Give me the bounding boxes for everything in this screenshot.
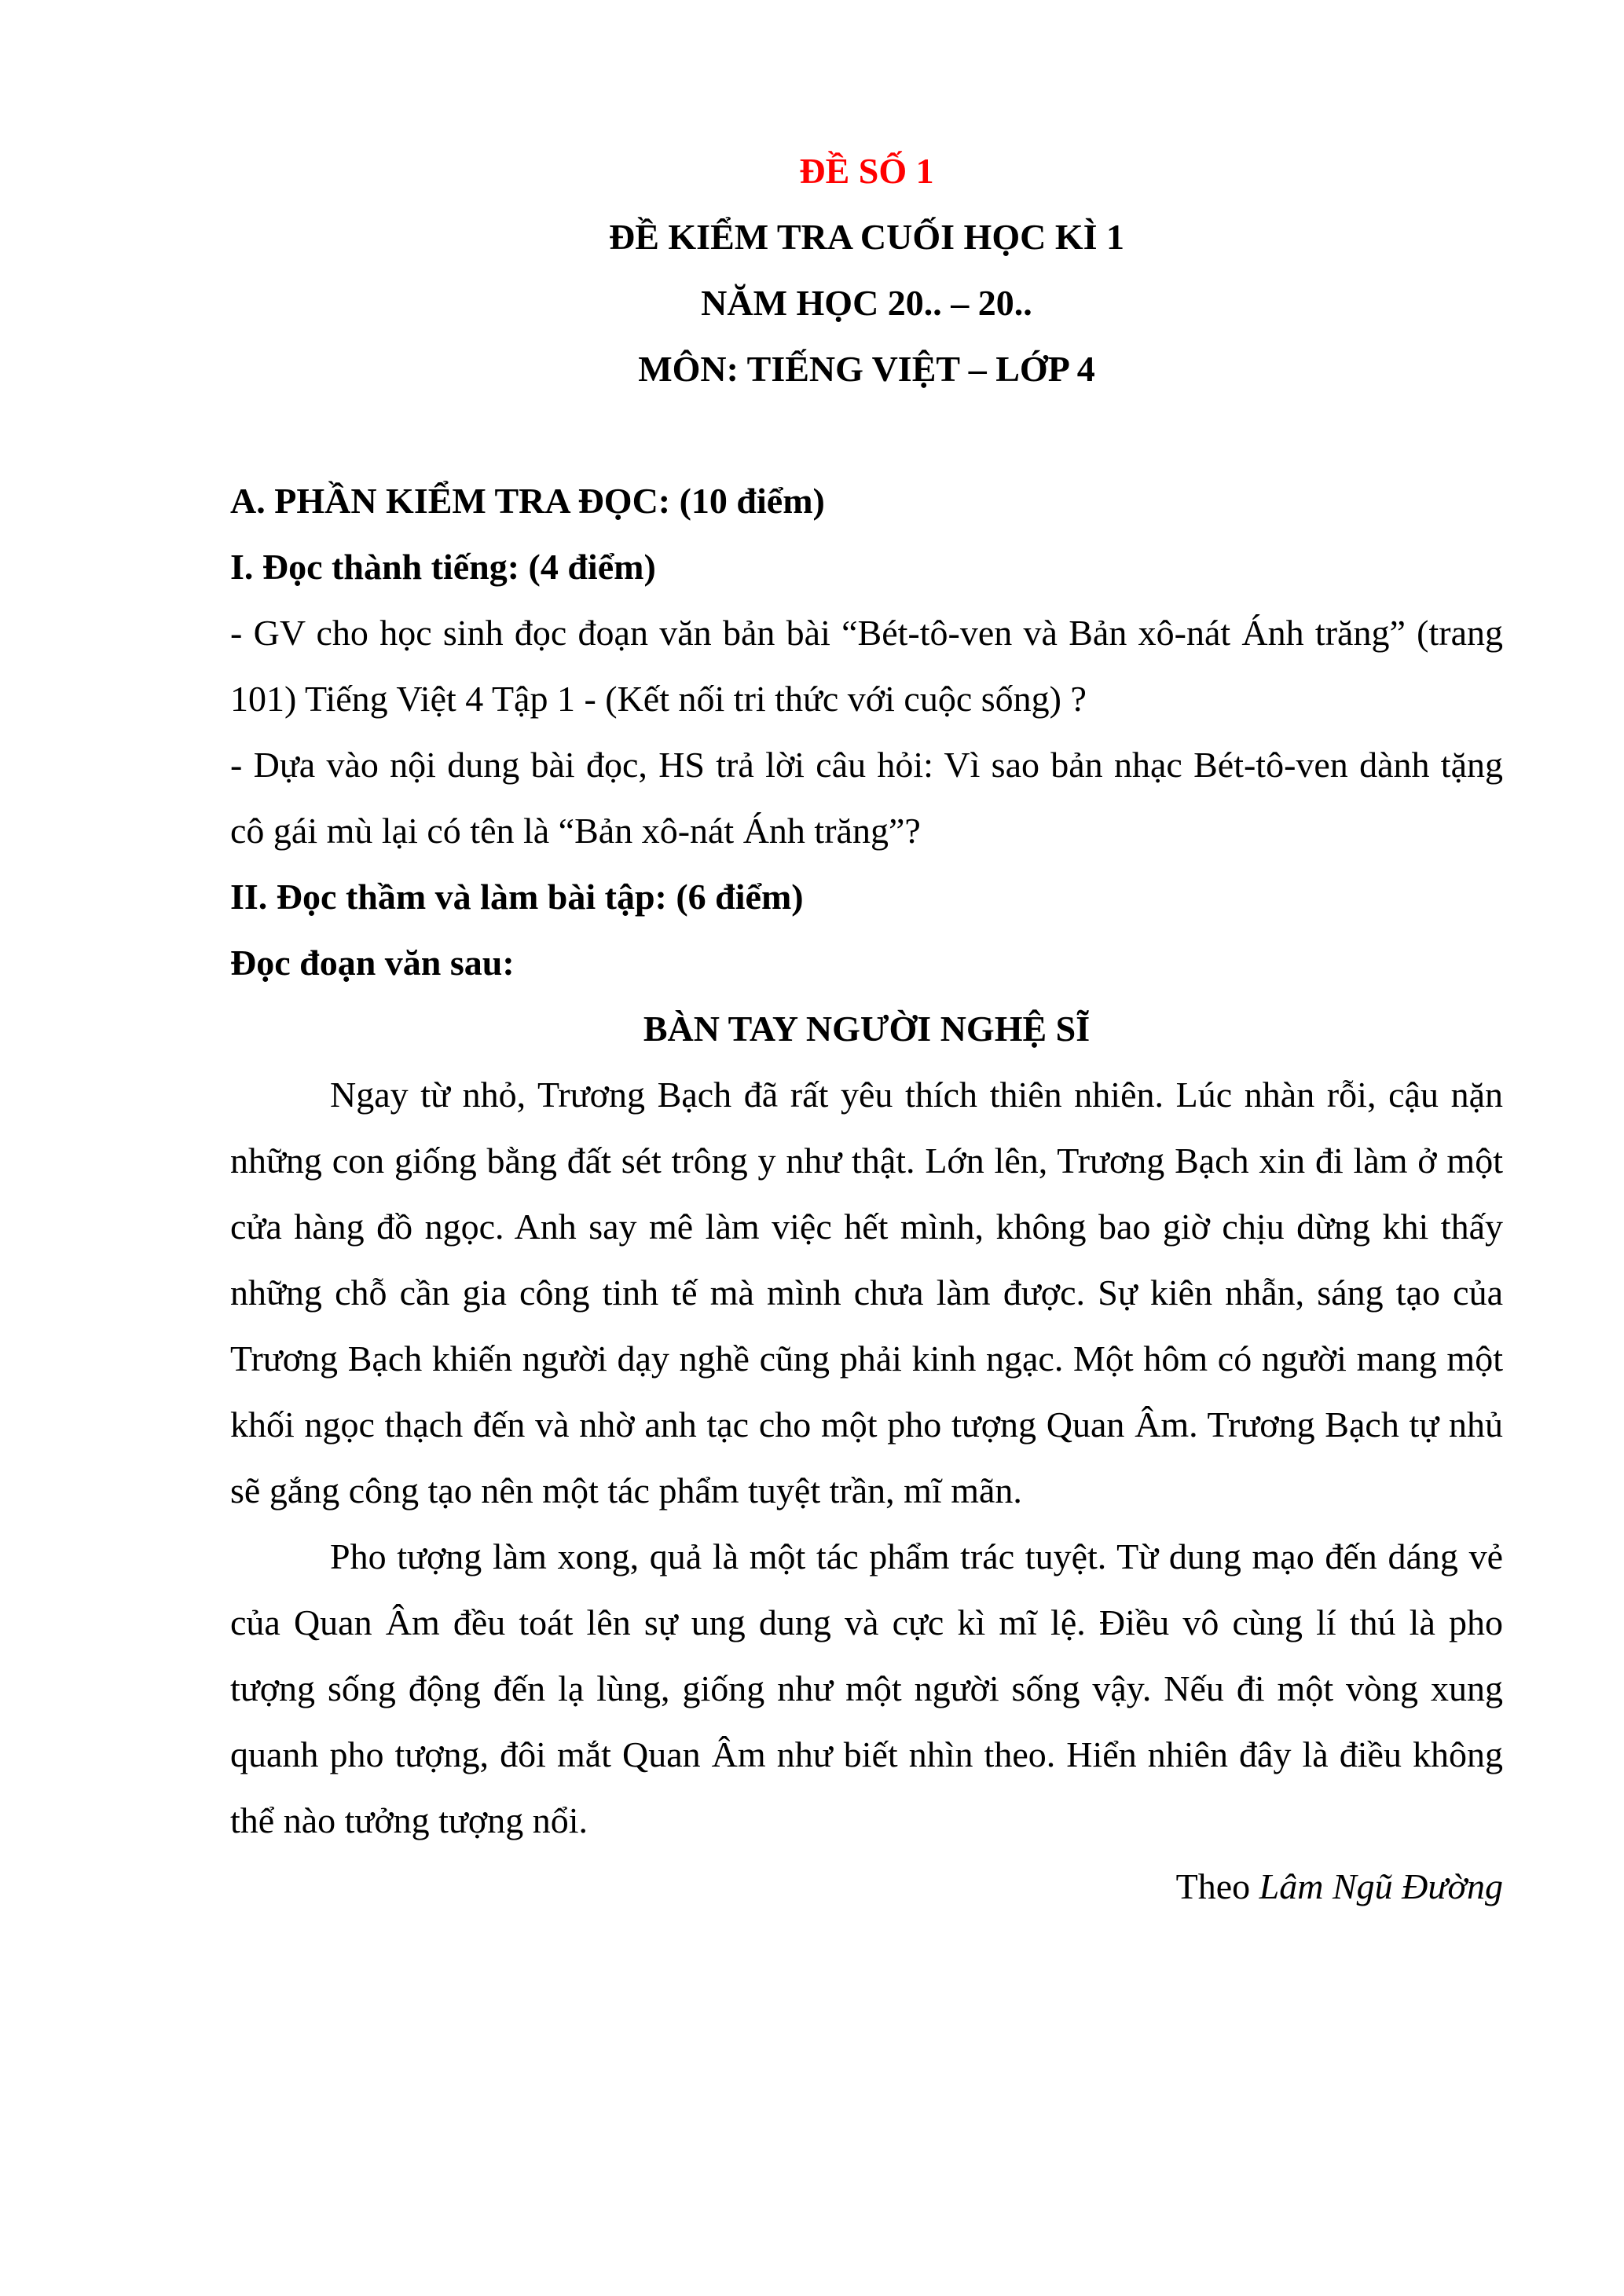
attribution-author: Lâm Ngũ Đường bbox=[1259, 1866, 1503, 1906]
part-2-heading: II. Đọc thầm và làm bài tập: (6 điểm) bbox=[230, 877, 804, 917]
school-year: NĂM HỌC 20.. – 20.. bbox=[701, 283, 1032, 323]
attribution-prefix: Theo bbox=[1175, 1866, 1259, 1906]
attribution-line bbox=[230, 1854, 1503, 1920]
reading-aloud-instruction-1: - GV cho học sinh đọc đoạn văn bản bài “Bét-tô-ven và Bản xô-nát Ánh trăng” (trang 101) Tiếng Việt 4 Tập 1 - (Kết nối tri thức với cuộc sống) ? bbox=[230, 613, 1503, 719]
exam-number-title: ĐỀ SỐ 1 bbox=[799, 151, 934, 191]
passage-paragraph-2: Pho tượng làm xong, quả là một tác phẩm trác tuyệt. Từ dung mạo đến dáng vẻ của Quan Âm đều toát lên sự ung dung và cực kì mĩ lệ. Điều vô cùng lí thú là pho tượng sống động đến lạ lùng, giống như một người sống vậy. Nếu đi một vòng xung quanh pho tượng, đôi mắt Quan Âm như biết nhìn theo. Hiển nhiên đây là điều không thể nào tưởng tượng nổi. bbox=[230, 1536, 1503, 1840]
passage-paragraph-1: Ngay từ nhỏ, Trương Bạch đã rất yêu thích thiên nhiên. Lúc nhàn rỗi, cậu nặn những con giống bằng đất sét trông y như thật. Lớn lên, Trương Bạch xin đi làm ở một cửa hàng đồ ngọc. Anh say mê làm việc hết mình, không bao giờ chịu dừng khi thấy những chỗ cần gia công tinh tế mà mình chưa làm được. Sự kiên nhẫn, sáng tạo của Trương Bạch khiến người dạy nghề cũng phải kinh ngạc. Một hôm có người mang một khối ngọc thạch đến và nhờ anh tạc cho một pho tượng Quan Âm. Trương Bạch tự nhủ sẽ gắng công tạo nên một tác phẩm tuyệt trần, mĩ mãn. bbox=[230, 1075, 1503, 1511]
passage-title: BÀN TAY NGƯỜI NGHỆ SĨ bbox=[643, 1009, 1091, 1049]
part-1-heading: I. Đọc thành tiếng: (4 điểm) bbox=[230, 547, 656, 587]
blank-line bbox=[230, 402, 1503, 468]
reading-aloud-instruction-2: - Dựa vào nội dung bài đọc, HS trả lời câu hỏi: Vì sao bản nhạc Bét-tô-ven dành tặng cô gái mù lại có tên là “Bản xô-nát Ánh trăng”? bbox=[230, 745, 1503, 851]
exam-title: ĐỀ KIỂM TRA CUỐI HỌC KÌ 1 bbox=[608, 217, 1125, 257]
passage-instruction: Đọc đoạn văn sau: bbox=[230, 943, 515, 983]
subject-line: MÔN: TIẾNG VIỆT – LỚP 4 bbox=[638, 349, 1095, 389]
section-a-heading: A. PHẦN KIỂM TRA ĐỌC: (10 điểm) bbox=[230, 481, 825, 521]
